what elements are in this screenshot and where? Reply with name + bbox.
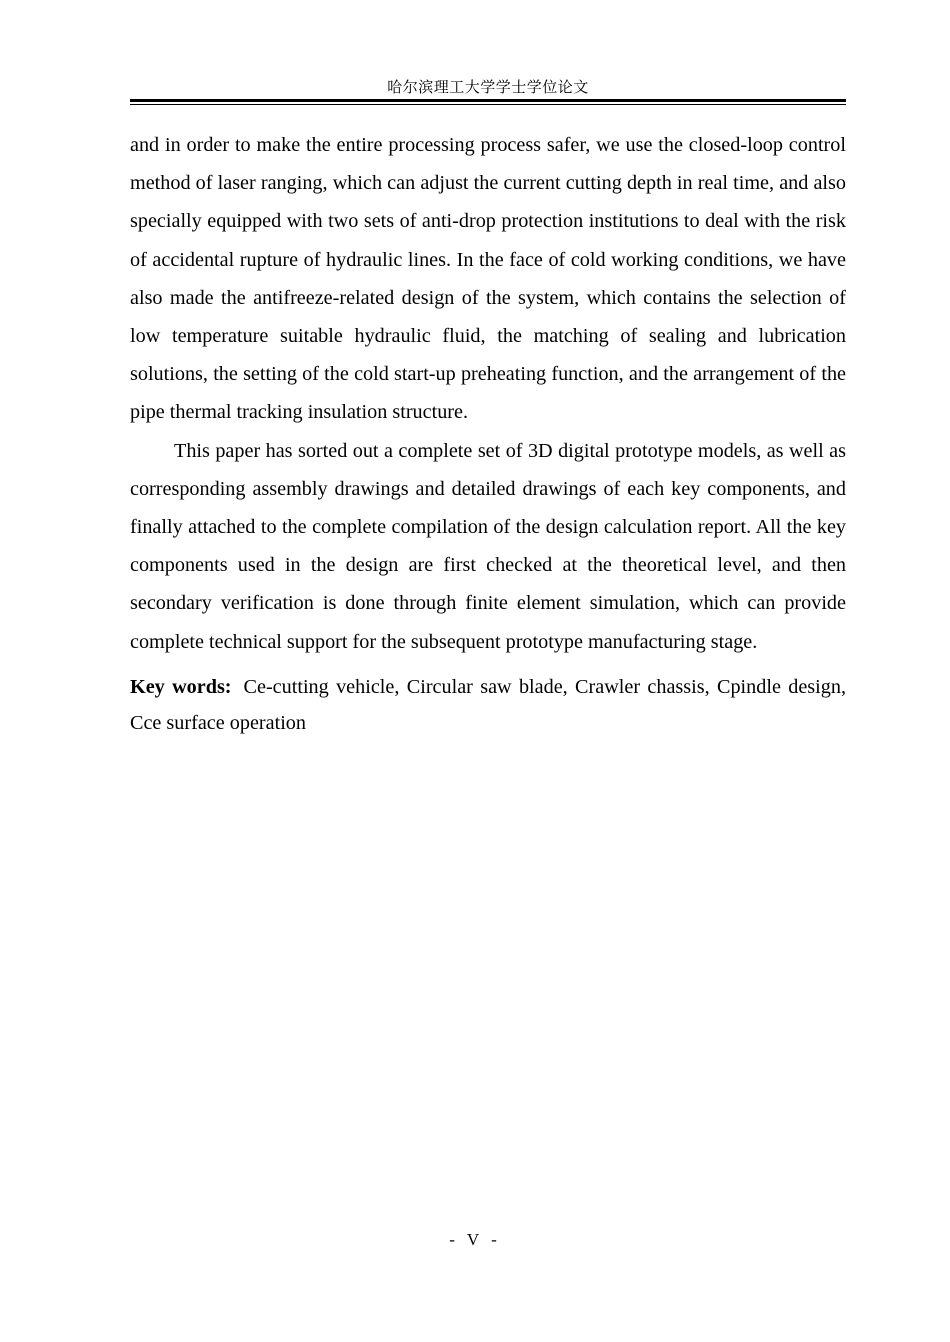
header-rule-thin: [130, 104, 846, 105]
header-title: 哈尔滨理工大学学士学位论文: [387, 80, 589, 96]
header-rule-thick: [130, 99, 846, 102]
main-body: [130, 126, 846, 741]
keywords-label: Key words:: [130, 675, 232, 698]
body-paragraph-2: This paper has sorted out a complete set of 3D digital prototype models, as well as corresponding assembly drawings and detailed drawings of each key components, and finally attached to the complete compilation of the design calculation report. All the key components used in the design are first checked at the theoretical level, and then secondary verification is done through finite element simulation, which can provide complete technical support for the subsequent prototype manufacturing stage.: [130, 439, 846, 653]
page-header: [130, 78, 846, 104]
keywords-line: [130, 669, 846, 741]
page-number: - V -: [449, 1230, 501, 1249]
keywords-text: Ce-cutting vehicle, Circular saw blade, Crawler chassis, Cpindle design, Cce surface operation: [130, 675, 846, 734]
body-paragraph-1: and in order to make the entire processing process safer, we use the closed-loop control method of laser ranging, which can adjust the current cutting depth in real time, and also specially equipped with two sets of anti-drop protection institutions to deal with the risk of accidental rupture of hydraulic lines. In the face of cold working conditions, we have also made the antifreeze-related design of the system, which contains the selection of low temperature suitable hydraulic fluid, the matching of sealing and lubrication solutions, the setting of the cold start-up preheating function, and the arrangement of the pipe thermal tracking insulation structure.: [130, 134, 846, 424]
